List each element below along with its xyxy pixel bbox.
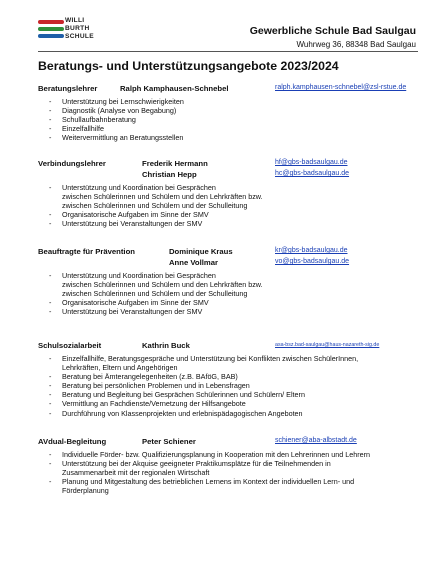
logo-line: SCHULE [65,33,94,40]
item-text: Unterstützung bei der Akquise geeigneter Praktikumsplätze für die Teilnehmenden in [62,459,331,469]
email-link[interactable]: schiener@aba-albstadt.de [275,437,357,444]
section-schulsozialarbeit [38,341,423,418]
section-category: Beratungslehrer [38,84,98,93]
item-text: Durchführung von Klassenprojekten und erlebnispädagogischen Angeboten [62,408,303,418]
section-header-row [38,84,423,95]
section-verbindungslehrer [38,159,423,228]
list-item [38,459,423,477]
item-text: Beratung bei Ämterangelegenheiten (z.B. BAföG, BAB) [62,372,238,382]
section-praevention [38,247,423,316]
list-item [38,298,423,307]
person-name: Peter Schiener [142,437,196,446]
item-list [38,183,423,228]
item-text: Unterstützung und Koordination bei Gesprächen [62,183,216,192]
item-text: Weitervermittlung an Beratungsstellen [62,133,184,143]
person-name: Ralph Kamphausen-Schnebel [120,84,229,93]
bullet-icon: - [49,183,52,192]
person-name: Anne Vollmar [169,258,218,267]
section-category: Schulsozialarbeit [38,341,102,350]
bullet-icon: - [49,106,52,116]
logo-text [65,17,94,41]
item-text: Einzelfallhilfe, Beratungsgespräche und Unterstützung bei Konflikten zwischen SchülerInnen, [62,354,359,363]
section-category: Verbindungslehrer [38,159,106,168]
header-divider [38,51,418,52]
section-category: AVdual-Begleitung [38,437,107,446]
section-beratungslehrer [38,84,423,142]
item-list [38,450,423,495]
list-item [38,115,423,124]
bullet-icon: - [49,408,52,418]
list-item [38,210,423,219]
item-text: Diagnostik (Analyse von Begabung) [62,106,177,116]
item-text: Organisatorische Aufgaben im Sinne der SMV [62,210,209,220]
school-name: Gewerbliche Schule Bad Saulgau [249,25,416,37]
item-text: zwischen Schülerinnen und Schülern und den Lehrkräften bzw. [62,192,263,202]
list-item [38,307,423,316]
list-item [38,97,423,106]
bullet-icon: - [49,271,52,280]
bullet-icon: - [49,219,52,229]
email-link[interactable]: vo@gbs-badsaulgau.de [275,258,350,265]
bullet-icon: - [49,450,52,459]
item-text: Beratung bei persönlichen Problemen und in Lebensfragen [62,381,250,391]
list-item [38,219,423,228]
logo-stripe-green [38,27,64,31]
bullet-icon: - [49,133,52,143]
email-link[interactable]: kr@gbs-badsaulgau.de [275,247,348,254]
item-text: Förderplanung [62,486,109,496]
section-header-row [38,437,423,448]
email-link[interactable]: hc@gbs-badsaulgau.de [275,170,350,177]
list-item [38,133,423,142]
bullet-icon: - [49,399,52,409]
section-header-row [38,341,423,352]
list-item [38,450,423,459]
document-title: Beratungs- und Unterstützungsangebote 2023/2024 [38,59,339,73]
item-text: Beratung und Begleitung bei Gesprächen Schülerinnen und Schülern/ Eltern [62,390,305,400]
bullet-icon: - [49,459,52,469]
item-text: Lehrkräften, Eltern und Angehörigen [62,363,178,373]
list-item [38,390,423,399]
bullet-icon: - [49,477,52,487]
person-name: Christian Hepp [142,170,197,179]
item-list [38,271,423,316]
bullet-icon: - [49,307,52,317]
page-header [0,0,435,52]
logo-line: WILLI [65,17,85,24]
section-person-row [38,258,423,269]
item-text: Unterstützung und Koordination bei Gesprächen [62,271,216,280]
logo-line: BURTH [65,25,90,32]
section-person-row [38,170,423,181]
item-text: Organisatorische Aufgaben im Sinne der SMV [62,298,209,308]
item-text: Individuelle Förder- bzw. Qualifizierungsplanung in Kooperation mit den Lehrerinnen und Lehrern [62,450,371,459]
section-category: Beauftragte für Prävention [38,247,135,256]
list-item [38,477,423,495]
person-name: Kathrin Buck [142,341,190,350]
bullet-icon: - [49,381,52,391]
item-text: Einzelfallhilfe [62,124,104,134]
item-text: zwischen Schülerinnen und Schülern und der Schulleitung [62,201,248,211]
item-text: Vermittlung an Fachdienste/Vernetzung der Hilfsangebote [62,399,246,409]
email-link[interactable]: hf@gbs-badsaulgau.de [275,159,348,166]
logo-stripe-red [38,20,64,24]
list-item [38,409,423,418]
bullet-icon: - [49,390,52,400]
list-item [38,399,423,408]
school-logo [38,14,108,48]
list-item [38,271,423,298]
item-list [38,97,423,142]
school-address: Wuhrweg 36, 88348 Bad Saulgau [296,40,416,49]
bullet-icon: - [49,372,52,382]
person-name: Frederik Hermann [142,159,208,168]
section-avdual-begleitung [38,437,423,495]
bullet-icon: - [49,210,52,220]
section-header-row [38,247,423,258]
bullet-icon: - [49,354,52,363]
list-item [38,354,423,372]
list-item [38,106,423,115]
item-text: zwischen Schülerinnen und Schülern und den Lehrkräften bzw. [62,280,263,290]
section-header-row [38,159,423,170]
list-item [38,381,423,390]
item-text: zwischen Schülerinnen und Schülern und der Schulleitung [62,289,248,299]
item-text: Zusammenarbeit mit der regionalen Wirtschaft [62,468,210,478]
item-text: Schullaufbahnberatung [62,115,136,125]
email-link[interactable]: asa-bsz.bad-saulgau@haus-nazareth-sig.de [275,342,380,348]
item-text: Unterstützung bei Veranstaltungen der SMV [62,307,203,317]
list-item [38,372,423,381]
person-name: Dominique Kraus [169,247,233,256]
bullet-icon: - [49,124,52,134]
bullet-icon: - [49,97,52,106]
list-item [38,124,423,133]
bullet-icon: - [49,298,52,308]
item-list [38,354,423,418]
item-text: Unterstützung bei Veranstaltungen der SMV [62,219,203,229]
item-text: Planung und Mitgestaltung des betrieblichen Lernens im Kontext der individuellen Lern- und [62,477,355,487]
item-text: Unterstützung bei Lernschwierigkeiten [62,97,184,106]
email-link[interactable]: ralph.kamphausen-schnebel@zsl-rstue.de [275,84,407,91]
logo-stripe-blue [38,34,64,38]
bullet-icon: - [49,115,52,125]
list-item [38,183,423,210]
